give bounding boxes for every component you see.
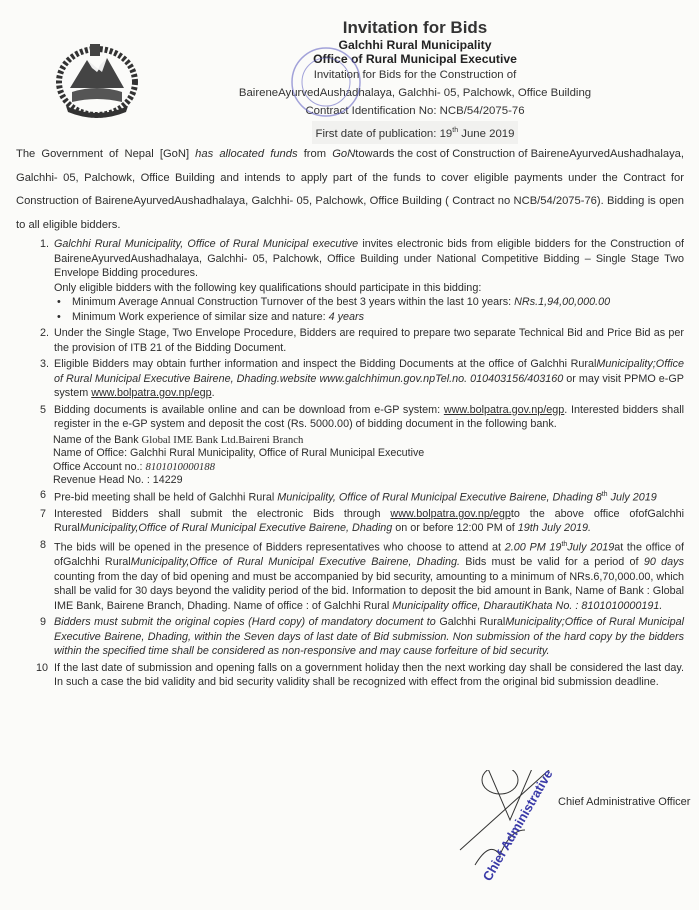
bank-label: Name of the Bank bbox=[53, 433, 142, 446]
item-italic: July 2019 bbox=[607, 491, 657, 504]
item-number: 6 bbox=[40, 488, 47, 501]
item-italic: 2.00 PM 19 bbox=[504, 541, 562, 554]
item-text: Eligible Bidders may obtain further information and inspect the Bidding Documents at the office of Galchhi Rural bbox=[54, 358, 597, 370]
nepal-emblem-icon bbox=[52, 40, 142, 120]
bullet-text: Minimum Average Annual Construction Turnover of the best 3 years within the last 10 years: bbox=[72, 296, 515, 308]
item-number: 3. bbox=[40, 358, 50, 370]
list-item bbox=[16, 488, 684, 505]
pub-date-suffix: June 2019 bbox=[458, 127, 515, 140]
item-text: Pre-bid meeting shall be held of Galchhi Rural bbox=[54, 491, 278, 504]
contract-id: Contract Identification No: NCB/54/2075-76 bbox=[305, 105, 525, 117]
bank-details bbox=[16, 434, 684, 488]
list-item bbox=[16, 357, 684, 401]
item-sup: th bbox=[601, 490, 608, 498]
item-text: If the last date of submission and opening falls on a government holiday then the next working day shall be considered the last day. In such a case the bid validity and bid security validity shall be recognized with effect from the original bid submission deadline. bbox=[54, 661, 684, 689]
bank-value: Global IME Bank Ltd.Baireni Branch bbox=[141, 433, 304, 446]
list-item bbox=[16, 237, 684, 324]
item-italic: Municipality, Office of Rural Municipal Executive Bairene, Dhading 8 bbox=[277, 491, 602, 504]
account-label: Office Account no.: bbox=[53, 460, 146, 473]
document-body bbox=[16, 143, 684, 692]
bolpatra-link[interactable]: www.bolpatra.gov.np/egp bbox=[443, 403, 565, 416]
item-text: to the above office ofofGalchhi Rural bbox=[54, 507, 684, 535]
document-title: Invitation for Bids bbox=[342, 18, 488, 37]
list-item bbox=[16, 326, 684, 355]
item-italic: Municipality,Office of Rural Municipal Executive Bairene, Dhading bbox=[79, 522, 393, 535]
municipality-name: Galchhi Rural Municipality bbox=[338, 38, 492, 52]
item-text: . Interested bidders shall register in the e-GP system and deposit the cost (Rs. 5000.00) of bidding document in the following bank. bbox=[54, 403, 684, 430]
qualification-intro: Only eligible bidders with the following key qualifications should participate in this bidding: bbox=[54, 281, 482, 294]
subject-line: Invitation for Bids for the Construction of bbox=[313, 69, 517, 81]
bid-terms-list-cont bbox=[16, 488, 684, 690]
pub-date-sup: th bbox=[452, 127, 459, 134]
list-item bbox=[16, 661, 684, 690]
publication-date bbox=[150, 121, 680, 144]
item-number: 10 bbox=[36, 661, 49, 674]
stamp-text: Chief Administrative Officer bbox=[479, 770, 579, 884]
list-item bbox=[16, 403, 684, 432]
intro-text: The Government of Nepal [GoN] bbox=[16, 148, 196, 160]
item-number: 5 bbox=[40, 403, 47, 416]
item-number: 1. bbox=[40, 238, 50, 250]
signature-mark bbox=[440, 770, 690, 890]
bid-terms-list bbox=[16, 237, 684, 432]
experience-value: 4 years bbox=[328, 310, 365, 323]
item-sup: th bbox=[561, 540, 568, 548]
office-name: Office of Rural Municipal Executive bbox=[313, 52, 517, 66]
office-seal-stamp bbox=[266, 42, 386, 124]
item-italic: Municipality;Office of Rural Municipal Executive Bairene, Dhading, within the Seven days of last date of Bid submission. Non submission of the hard copy by the bidders within the specified time shall be considered as non-responsive and may cause forfeiture of bid security. bbox=[54, 616, 684, 658]
office-name-line: Name of Office: Galchhi Rural Municipality, Office of Rural Municipal Executive bbox=[53, 447, 425, 460]
item-number: 2. bbox=[40, 327, 50, 339]
signatory-title: Chief Administrative Officer bbox=[558, 796, 691, 808]
item-italic: Galchhi Rural Municipality, Office of Rural Municipal executive bbox=[54, 238, 359, 250]
item-text: Under the Single Stage, Two Envelope Procedure, Bidders are required to prepare two separate Technical Bid and Price Bid as per the provision of ITB 21 of the Bidding Document. bbox=[54, 327, 684, 354]
item-text: The bids will be opened in the presence of Bidders representatives who choose to attend at bbox=[54, 541, 505, 554]
item-italic: Municipality office, DharautiKhata No. : 8101010000191. bbox=[392, 599, 663, 612]
item-italic: Municipality;Office of Rural Municipal Executive Bairene, Dhading.website www.galchhimun.gov.npTel.no. 010403156/403160 bbox=[54, 358, 684, 385]
item-italic: 90 days bbox=[643, 556, 684, 569]
qualification-bullet bbox=[54, 310, 684, 325]
intro-italic: GoN bbox=[332, 148, 356, 160]
item-number: 9 bbox=[40, 616, 47, 629]
bullet-text: Minimum Work experience of similar size and nature: bbox=[72, 310, 329, 323]
item-text: or may visit PPMO e-GP system bbox=[54, 372, 684, 399]
item-number: 7 bbox=[40, 507, 47, 520]
item-italic: 19th July 2019. bbox=[517, 522, 591, 535]
intro-text: from bbox=[297, 148, 333, 160]
bolpatra-link[interactable]: www.bolpatra.gov.np/egp bbox=[390, 507, 511, 520]
qualification-bullet bbox=[54, 295, 684, 310]
item-text: invites electronic bids from eligible bidders for the Construction of BaireneAyurvedAushadhalaya, Galchhi- 05, Palchowk, Office Building under National Competitive Bidding – Single Stage Two Envelope Bidding procedures. bbox=[54, 238, 684, 279]
list-item bbox=[16, 538, 684, 613]
bolpatra-link[interactable]: www.bolpatra.gov.np/egp bbox=[91, 387, 212, 399]
item-text: Interested Bidders shall submit the electronic Bids through bbox=[54, 507, 391, 520]
account-value: 8101010000188 bbox=[145, 460, 215, 473]
item-italic: Bidders must submit the original copies (Hard copy) of mandatory document to bbox=[54, 616, 440, 629]
item-text: Galchhi Rural bbox=[439, 616, 506, 629]
item-text: Bidding documents is available online and can be download from e-GP system: bbox=[54, 403, 444, 416]
account-number bbox=[53, 461, 684, 475]
item-italic: Municipality,Office of Rural Municipal Executive Bairene, Dhading. bbox=[130, 556, 460, 569]
item-text: at the office of ofGalchhi Rural bbox=[54, 541, 684, 569]
list-item bbox=[16, 507, 684, 536]
intro-paragraph bbox=[16, 143, 684, 237]
bank-name bbox=[53, 434, 684, 448]
item-text: Bids must be valid for a period of bbox=[459, 556, 644, 569]
turnover-value: NRs.1,94,00,000.00 bbox=[514, 296, 611, 308]
pub-date-prefix: First date of publication: 19 bbox=[315, 127, 453, 140]
item-italic: July 2019 bbox=[567, 541, 615, 554]
project-name: BaireneAyurvedAushadhalaya, Galchhi- 05, Palchowk, Office Building bbox=[238, 87, 592, 99]
revenue-head: Revenue Head No. : 14229 bbox=[53, 474, 183, 487]
item-text: . bbox=[211, 387, 215, 399]
item-text: counting from the day of bid opening and must be accompanied by bid security, amounting to a minimum of NRs.6,70,000.00, which shall be valid for 30 days beyond the validity period of the bid. Information to deposit the bid amount in Bank, Name of Bank : Global IME Bank, Bairene Branch, Dhading. Name of office : of Galchhi Rural bbox=[54, 570, 684, 612]
item-text: on or before 12:00 PM of bbox=[392, 522, 518, 535]
list-item bbox=[16, 615, 684, 659]
intro-text: towards the cost of Construction of BaireneAyurvedAushadhalaya, Galchhi- 05, Palchowk, Office Building and intends to apply part of the funds to cover eligible payments under the Contract for Construction of BaireneAyurvedAushadhalaya, Galchhi- 05, Palchowk, Office Building ( Contract no NCB/54/2075-76). Bidding is open to all eligible bidders. bbox=[16, 148, 685, 231]
intro-italic: has allocated funds bbox=[195, 148, 298, 160]
item-number: 8 bbox=[40, 538, 47, 551]
document-header bbox=[150, 18, 680, 144]
